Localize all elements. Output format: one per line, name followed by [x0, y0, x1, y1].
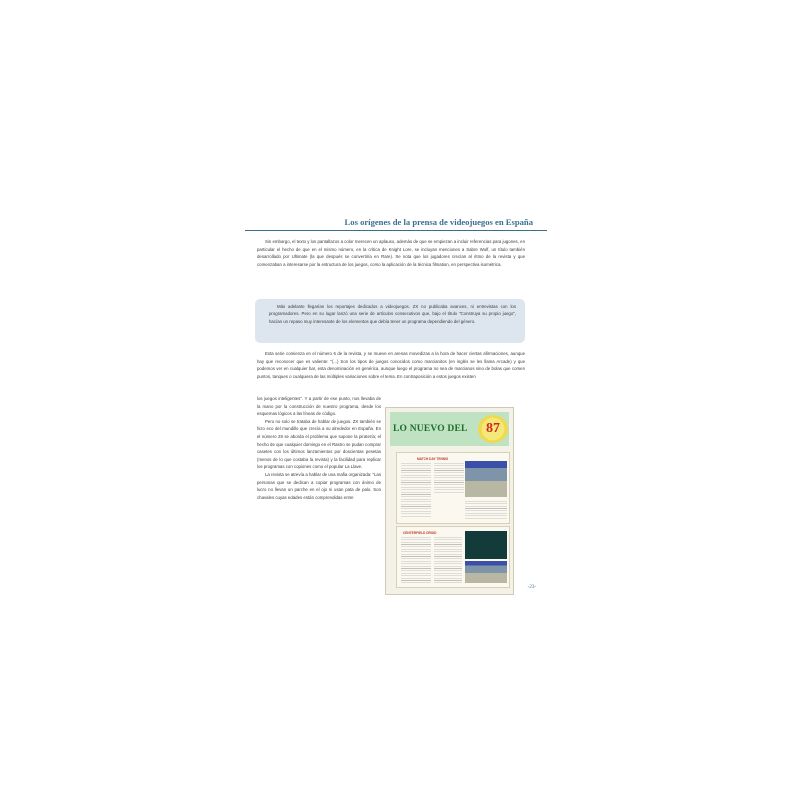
- page-number: -23-: [527, 585, 536, 590]
- review-2-text-2: [434, 537, 462, 583]
- paragraph-2b: los juegos inteligentes". Y a partir de ese punto, nos llevaba de la mano por la construcción de nuestro programa, desde los esquemas lógicos a las líneas de código.: [257, 396, 381, 417]
- callout-box: [255, 299, 525, 343]
- review-2-title: CENTERFIELD DROID: [403, 531, 437, 535]
- game-screenshot-1: [465, 531, 507, 559]
- header-rule: [245, 230, 547, 231]
- game-screenshot-2: [465, 561, 507, 583]
- magazine-scan-image: [385, 407, 514, 595]
- paragraph-3: Pero no solo se trataba de hablar de juegos. ZX también se hizo eco del mundillo que crecía a su alrededor en España. En el número 28 se aborda el problema que supone la piratería; el hecho de que cualquier domingo en el Rastro se pudan comprar casetes con los últimos lanzamientos por doscientas pesetas (menos de lo que costaba la revista) y la facilidad para replicar los programas con copiones como el popular La Llave.: [257, 418, 381, 470]
- callout-text: Más adelante llegarían los reportajes dedicados a videojuegos. ZX no publicaba avances, ni entrevistas con los programadores. Pero en su lugar lanzó una serie de artículos consecutivos que, bajo el título "Construya su propio juego", hacían un repaso muy interesante de los elementos que debía tener un programa dependiendo del género.: [269, 304, 516, 324]
- paragraph-4: La revista se atrevía a hablar de una mafia organizada: "Las personas que se dedican a copiar programas con ánimo de lucro no llevan un parche en el ojo ni usan pata de palo. Son chavales cuyas edades están comprendidas entre: [257, 471, 381, 500]
- magazine-title: LO NUEVO DEL: [393, 424, 468, 434]
- review-1-caption: [465, 501, 507, 519]
- paragraph-intro: [257, 238, 525, 268]
- paragraph-column: [257, 395, 381, 501]
- review-1-title: MATCH DAY TENNIS: [417, 457, 449, 461]
- review-1-text: [401, 463, 431, 517]
- magazine-review-box-2: [396, 526, 510, 588]
- magazine-header-banner: [390, 412, 509, 446]
- magazine-year-badge: 87: [478, 415, 508, 443]
- review-2-text: [401, 537, 431, 583]
- paragraph-1: Sin embargo, el texto y los pantallazos a color merecen un aplauso, además de que se empiezan a incluir referencias para jugones, en particular el hecho de que en el mismo número, en la crítica de Knight Lore, se incluyan menciones a Sabre Wulf, un título también desarrollado por Ultimate (la que después se convertiría en Rare). Se nota que los jugadores crecían al ritmo de la revista y que comenzaban a interesarse por la estructura de los juegos, como la aplicación de la técnica filmation, en perspectiva isométrica.: [257, 239, 525, 267]
- paragraph-series: [257, 350, 525, 380]
- magazine-page: [245, 211, 547, 601]
- paragraph-2: Esta serie comienza en el número 6 de la revista, y se mueve en arenas movedizas a la hora de hacer ciertas afirmaciones, aunque hay que reconocer que es valiente: "(...) Son los tipos de juegos conocidos como marcianitos (en inglés se les llama Arcade) y que podemos ver en cualquier bar, esta denominación es genérica, aunque luego el programa no sea de marcianos sino de bolas que comen puntos, tanques o cualquiera de las múltiples variaciones sobre el tema. En contraposición a estos juegos existen: [257, 351, 525, 379]
- review-1-text-2: [434, 463, 464, 493]
- page-header-title: Los orígenes de la prensa de videojuegos en España: [344, 217, 533, 227]
- tennis-screenshot: [465, 461, 507, 497]
- magazine-review-box-1: [396, 452, 510, 524]
